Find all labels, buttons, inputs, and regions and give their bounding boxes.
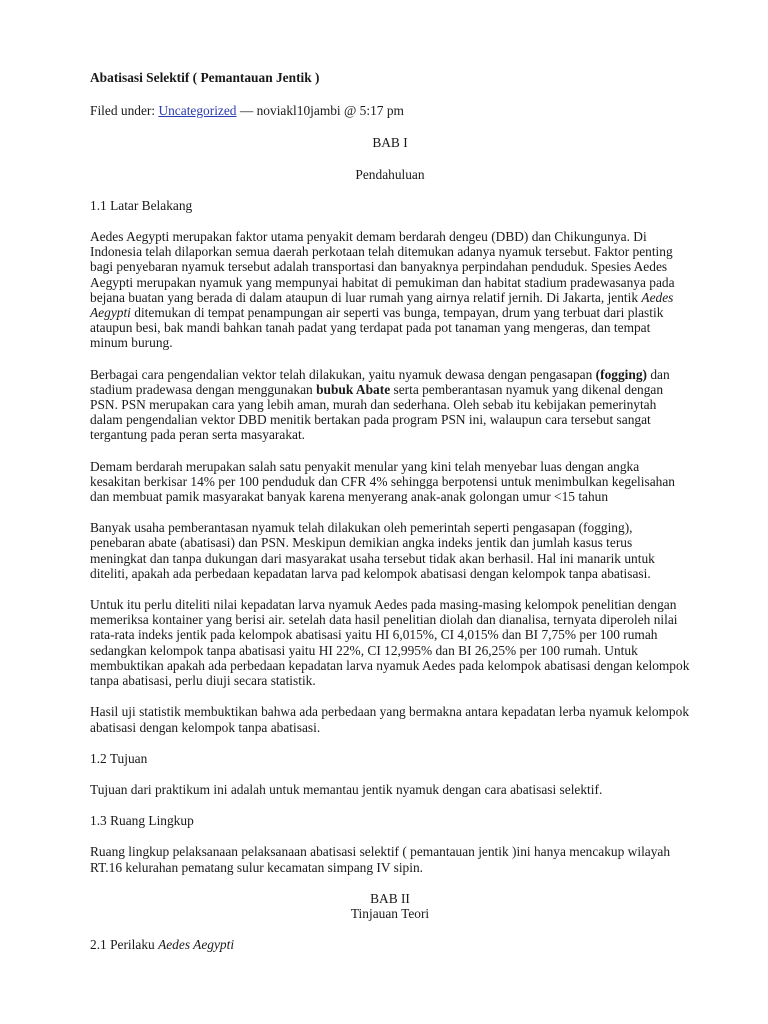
paragraph-text: ditemukan di tempat penampungan air seperti vas bunga, tempayan, drum yang terbuat dari plastik ataupun besi, bak mandi bahkan tanah padat yang terdapat pada pot tanaman yang mengeras, dan tempat minum burung. (90, 305, 664, 351)
paragraph (90, 229, 690, 351)
section-heading-text: 2.1 Perilaku (90, 937, 159, 953)
bold-term: bubuk Abate (316, 381, 391, 397)
filed-under-label: Filed under: (90, 103, 159, 119)
post-title: Abatisasi Selektif ( Pemantauan Jentik ) (90, 70, 320, 85)
species-name: Aedes Aegypti (158, 937, 235, 953)
chapter-subtitle: Tinjauan Teori (350, 905, 430, 921)
chapter-heading: BAB II (370, 890, 410, 906)
author-time: — noviakl10jambi @ 5:17 pm (236, 103, 404, 119)
category-link[interactable]: Uncategorized (158, 103, 237, 119)
paragraph: Tujuan dari praktikum ini adalah untuk memantau jentik nyamuk dengan cara abatisasi selektif. (90, 781, 603, 797)
section-heading: 1.1 Latar Belakang (90, 197, 193, 213)
section-heading: 1.3 Ruang Lingkup (90, 813, 194, 829)
paragraph: Banyak usaha pemberantasan nyamuk telah dilakukan oleh pemerintah seperti pengasapan (fogging), penebaran abate (abatisasi) dan PSN. Meskipun demikian angka indeks jentik dan jumlah kasus terus meningkat dan tanpa dukungan dari masyarakat usaha tersebut tidak akan berhasil. Hal ini manarik untuk diteliti, apakah ada perbedaan kepadatan larva pad kelompok abatisasi dengan kelompok tanpa abatisasi. (90, 520, 655, 581)
document-page (90, 70, 690, 952)
section-heading: 1.2 Tujuan (90, 750, 148, 766)
paragraph: Ruang lingkup pelaksanaan pelaksanaan abatisasi selektif ( pemantauan jentik )ini hanya mencakup wilayah RT.16 kelurahan pematang sulur kecamatan simpang IV sipin. (90, 844, 671, 875)
bold-term: (fogging) (595, 366, 647, 382)
paragraph-text: dan stadium pradewasa dengan menggunakan (90, 366, 670, 397)
chapter-subtitle: Pendahuluan (355, 166, 425, 182)
paragraph-text: serta pemberantasan nyamuk yang dikenal dengan PSN. PSN merupakan cara yang lebih aman, murah dan sederhana. Oleh sebab itu kebijakan pemerinytah dalam pengendalian vektor DBD menitik bertakan pada program PSN ini, walaupun cara tersebut sangat tergantung pada peran serta masyarakat. (90, 381, 664, 443)
paragraph-text: Berbagai cara pengendalian vektor telah dilakukan, yaitu nyamuk dewasa dengan pengasapan (90, 366, 596, 382)
post-meta (90, 103, 690, 118)
paragraph-text: Aedes Aegypti merupakan faktor utama penyakit demam berdarah dengeu (DBD) dan Chikungunya. Di Indonesia telah dilaporkan semua daerah perkotaan telah ditemukan adanya nyamuk tersebut. Faktor penting bagi penyebaran nyamuk tersebut adalah transportasi dan banyaknya perpindahan penduduk. Spesies Aedes Aegypti merupakan nyamuk yang mempunyai habitat di pemukiman dan habitat stadium pradewasanya pada bejana buatan yang berada di dalam ataupun di luar rumah yang airnya relatif jernih. Di Jakarta, jentik (90, 229, 675, 305)
paragraph: Demam berdarah merupakan salah satu penyakit menular yang kini telah menyebar luas dengan angka kesakitan berkisar 14% per 100 penduduk dan CFR 4% sehingga berpotensi untuk menimbulkan kegelisahan dan membuat pamik masyarakat banyak karena menyerang anak-anak golongan umur <15 tahun (90, 458, 675, 505)
paragraph: Hasil uji statistik membuktikan bahwa ada perbedaan yang bermakna antara kepadatan lerba nyamuk kelompok abatisasi dengan kelompok tanpa abatisasi. (90, 704, 690, 735)
paragraph (90, 367, 690, 443)
section-heading (90, 937, 690, 952)
chapter-heading: BAB I (372, 135, 408, 151)
species-name: Aedes Aegypti (90, 289, 674, 321)
paragraph: Untuk itu perlu diteliti nilai kepadatan larva nyamuk Aedes pada masing-masing kelompok penelitian dengan memeriksa kontainer yang berisi air. setelah data hasil penelitian diolah dan dianalisa, ternyata diperoleh nilai rata-rata indeks jentik pada kelompok abatisasi yaitu HI 6,015%, CI 4,015% dan BI 7,75% per 100 rumah sedangkan kelompok tanpa abatisasi yaitu HI 22%, CI 12,995% dan BI 26,25% per 100 rumah. Untuk membuktikan apakah ada perbedaan kepadatan larva nyamuk Aedes pada kelompok abatisasi dengan kelompok tanpa abatisasi, perlu diuji secara statistik. (90, 597, 690, 689)
